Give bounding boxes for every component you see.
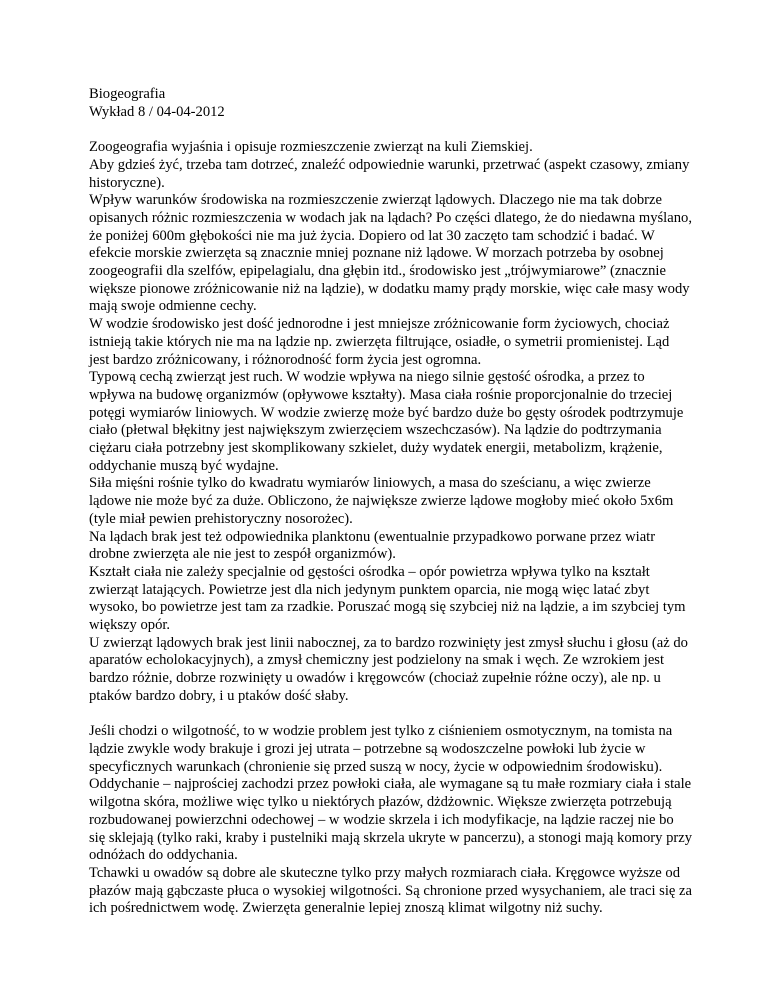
paragraph-water-environment: W wodzie środowisko jest dość jednorodne i jest mniejsze zróżnicowanie form życiowych, chociaż istnieją takie których nie ma na lądzie np. zwierzęta filtrujące, osiadłe, o symetrii promienistej. Ląd jest bardzo zróżnicowany, i różnorodność form życia jest ogromna.	[89, 316, 670, 368]
paragraph-tracheae: Tchawki u owadów są dobre ale skuteczne tylko przy małych rozmiarach ciała. Kręgowce wyższe od płazów mają gąbczaste płuca o wysokiej wilgotności. Są chronione przed wysychaniem, ale traci się za ich pośrednictwem wodę. Zwierzęta generalnie lepiej znoszą klimat wilgotny niż suchy.	[89, 864, 692, 917]
paragraph-senses: U zwierząt lądowych brak jest linii nabocznej, za to bardzo rozwinięty jest zmysł słuchu i głosu (aż do aparatów echolokacyjnych), a zmysł chemiczny jest podzielony na smak i węch. Ze wzrokiem jest bardzo różnie, dobrze rozwinięty u owadów i kręgowców (chociaż zupełnie różne oczy), ale np. u ptaków bardzo dobry, i u ptaków dość słaby.	[89, 634, 688, 704]
paragraph-living-conditions: Aby gdzieś żyć, trzeba tam dotrzeć, znaleźć odpowiednie warunki, przetrwać (aspekt czasowy, zmiany historyczne).	[89, 156, 690, 191]
blank-line	[89, 706, 693, 724]
paragraph-movement: Typową cechą zwierząt jest ruch. W wodzie wpływa na niego silnie gęstość ośrodka, a przez to wpływa na budowę organizmów (opływowe kształty). Masa ciała rośnie proporcjonalnie do trzeciej potęgi wymiarów liniowych. W wodzie zwierzę może być bardzo duże bo gęsty ośrodek podtrzymuje ciało (płetwal błękitny jest największym zwierzęciem wszechczasów). Na lądzie do podtrzymania ciężaru ciała potrzebny jest skomplikowany szkielet, duży wydatek energii, metabolizm, krążenie, oddychanie muszą być wydajne.	[89, 369, 684, 474]
paragraph-breathing: Oddychanie – najprościej zachodzi przez powłoki ciała, ale wymagane są tu małe rozmiary ciała i stale wilgotna skóra, możliwe więc tylko u niektórych płazów, dżdżownic. Większe zwierzęta potrzebują rozbudowanej powierzchni odechowej – w wodzie skrzela i ich modyfikacje, na lądzie raczej nie bo się sklejają (tylko raki, kraby i pustelniki mają skrzela ukryte w pancerzu), a stonogi mają komory przy odnóżach do oddychania.	[89, 776, 693, 864]
paragraph-body-shape: Kształt ciała nie zależy specjalnie od gęstości ośrodka – opór powietrza wpływa tylko na kształt zwierząt latających. Powietrze jest dla nich jedynym punktem oparcia, nie mogą więc latać zbyt wysoko, bo powietrze jest tam za rzadkie. Poruszać mogą się szybciej niż na lądzie, a im szybciej tym większy opór.	[89, 563, 686, 634]
document-body	[89, 86, 693, 918]
lecture-info: Wykład 8 / 04-04-2012	[89, 103, 225, 120]
paragraph-environment-influence: Wpływ warunków środowiska na rozmieszczenie zwierząt lądowych. Dlaczego nie ma tak dobrze opisanych różnic rozmieszczenia w wodach jak na lądach? Po części dlatego, że do niedawna myślano, że poniżej 600m głębokości nie ma już życia. Dopiero od lat 30 zaczęto tam schodzić i badać. W efekcie morskie zwierzęta są znacznie mniej poznane niż lądowe. W morzach potrzeba by osobnej zoogeografii dla szelfów, epipelagialu, dna głębin itd., środowisko jest „trójwymiarowe” (znacznie większe pionowe zróżnicowanie niż na lądzie), w dodatku mamy prądy morskie, więc całe masy wody mają swoje odmienne cechy.	[89, 192, 692, 315]
paragraph-plankton: Na lądach brak jest też odpowiednika planktonu (ewentualnie przypadkowo porwane przez wiatr drobne zwierzęta ale nie jest to zespół organizmów).	[89, 528, 656, 563]
paragraph-muscle-strength: Siła mięśni rośnie tylko do kwadratu wymiarów liniowych, a masa do sześcianu, a więc zwierze lądowe nie może być za duże. Obliczono, że największe zwierze lądowe mogłoby mieć około 5x6m (tyle miał pewien prehistoryczny nosorożec).	[89, 475, 674, 527]
paragraph-humidity: Jeśli chodzi o wilgotność, to w wodzie problem jest tylko z ciśnieniem osmotycznym, na tomista na lądzie zwykle wody brakuje i grozi jej utrata – potrzebne są wodoszczelne powłoki lub życie w specyficznych warunkach (chronienie się przed suszą w nocy, życie w odpowiednim środowisku).	[89, 723, 673, 775]
document-title: Biogeografia	[89, 86, 166, 102]
blank-line	[89, 121, 693, 139]
paragraph-zoogeography-definition: Zoogeografia wyjaśnia i opisuje rozmieszczenie zwierząt na kuli Ziemskiej.	[89, 139, 533, 156]
